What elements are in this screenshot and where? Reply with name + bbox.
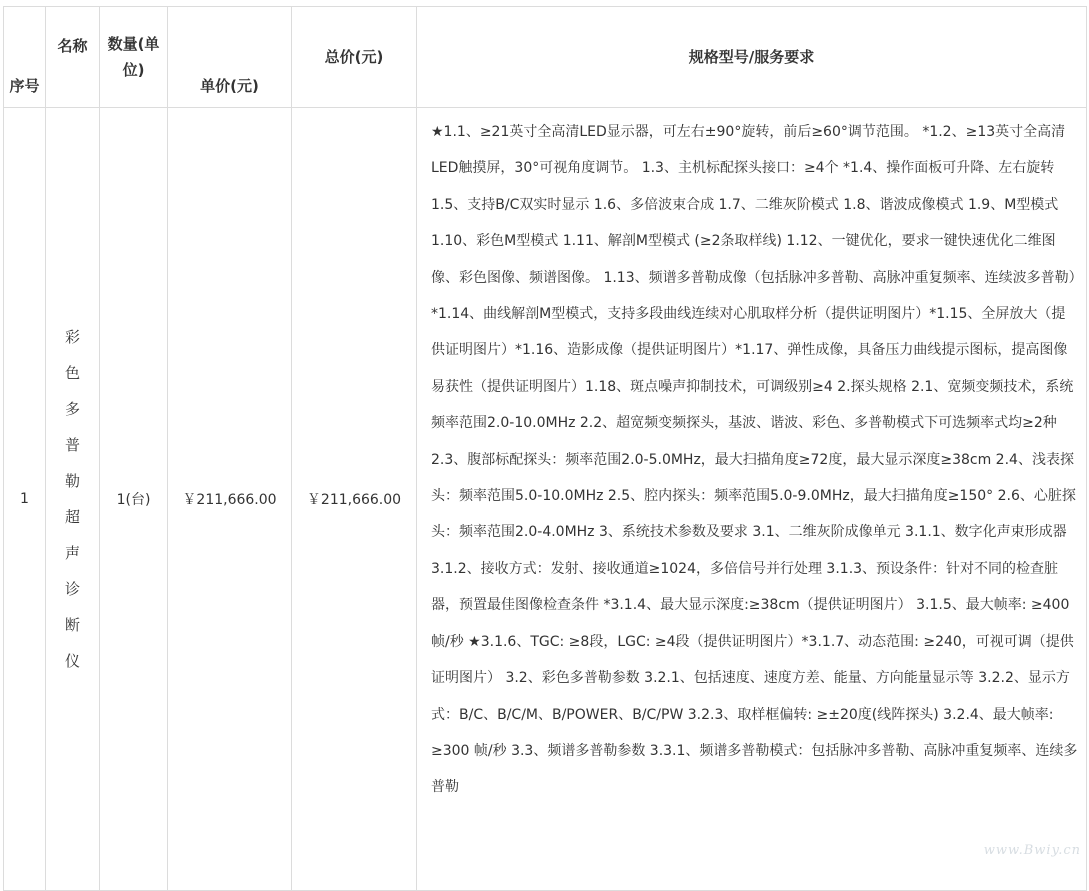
header-unit-price: 单价(元)	[168, 7, 292, 108]
header-quantity: 数量(单位)	[100, 7, 168, 108]
cell-spec: ★1.1、≥21英寸全高清LED显示器，可左右±90°旋转，前后≥60°调节范围。 *1.2、≥13英寸全高清LED触摸屏，30°可视角度调节。 1.3、主机标配探头接口：≥4个 *1.4、操作面板可升降、左右旋转 1.5、支持B/C双实时显示 1.6、多倍波束合成 1.7、二维灰阶模式 1.8、谐波成像模式 1.9、M型模式 1.10、彩色M型模式 1.11、解剖M型模式 (≥2条取样线) 1.12、一键优化，要求一键快速优化二维图像、彩色图像、频谱图像。 1.13、频谱多普勒成像（包括脉冲多普勒、高脉冲重复频率、连续波多普勒）*1.14、曲线解剖M型模式，支持多段曲线连续对心肌取样分析（提供证明图片）*1.15、全屏放大（提供证明图片）*1.16、造影成像（提供证明图片）*1.17、弹性成像，具备压力曲线提示图标，提高图像易获性（提供证明图片）1.18、斑点噪声抑制技术，可调级别≥4 2.探头规格 2.1、宽频变频技术，系统频率范围2.0-10.0MHz 2.2、超宽频变频探头，基波、谐波、彩色、多普勒模式下可选频率式均≥2种 2.3、腹部标配探头：频率范围2.0-5.0MHz，最大扫描角度≥72度，最大显示深度≥38cm 2.4、浅表探头：频率范围5.0-10.0MHz 2.5、腔内探头：频率范围5.0-9.0MHz，最大扫描角度≥150° 2.6、心脏探头：频率范围2.0-4.0MHz 3、系统技术参数及要求 3.1、二维灰阶成像单元 3.1.1、数字化声束形成器 3.1.2、接收方式：发射、接收通道≥1024，多倍信号并行处理 3.1.3、预设条件：针对不同的检查脏器，预置最佳图像检查条件 *3.1.4、最大显示深度:≥38cm（提供证明图片） 3.1.5、最大帧率: ≥400帧/秒 ★3.1.6、TGC: ≥8段，LGC: ≥4段（提供证明图片）*3.1.7、动态范围: ≥240，可视可调（提供证明图片） 3.2、彩色多普勒参数 3.2.1、包括速度、速度方差、能量、方向能量显示等 3.2.2、显示方式：B/C、B/C/M、B/POWER、B/C/PW 3.2.3、取样框偏转: ≥±20度(线阵探头) 3.2.4、最大帧率: ≥300 帧/秒 3.3、频谱多普勒参数 3.3.1、频谱多普勒模式：包括脉冲多普勒、高脉冲重复频率、连续多普勒	[417, 108, 1087, 891]
cell-total-price: ￥211,666.00	[292, 108, 417, 891]
table-row	[4, 108, 1087, 891]
watermark: www.Bwiy.cn	[983, 843, 1081, 858]
header-spec: 规格型号/服务要求	[417, 7, 1087, 108]
cell-unit-price: ￥211,666.00	[168, 108, 292, 891]
cell-name	[46, 108, 100, 891]
header-name: 名称	[46, 7, 100, 108]
cell-quantity: 1(台)	[100, 108, 168, 891]
header-total-price: 总价(元)	[292, 7, 417, 108]
spec-table	[3, 6, 1087, 891]
header-index: 序号	[4, 7, 46, 108]
product-name: 彩色多普勒超声诊断仪	[64, 328, 80, 670]
table-header-row	[4, 7, 1087, 108]
cell-index: 1	[4, 108, 46, 891]
